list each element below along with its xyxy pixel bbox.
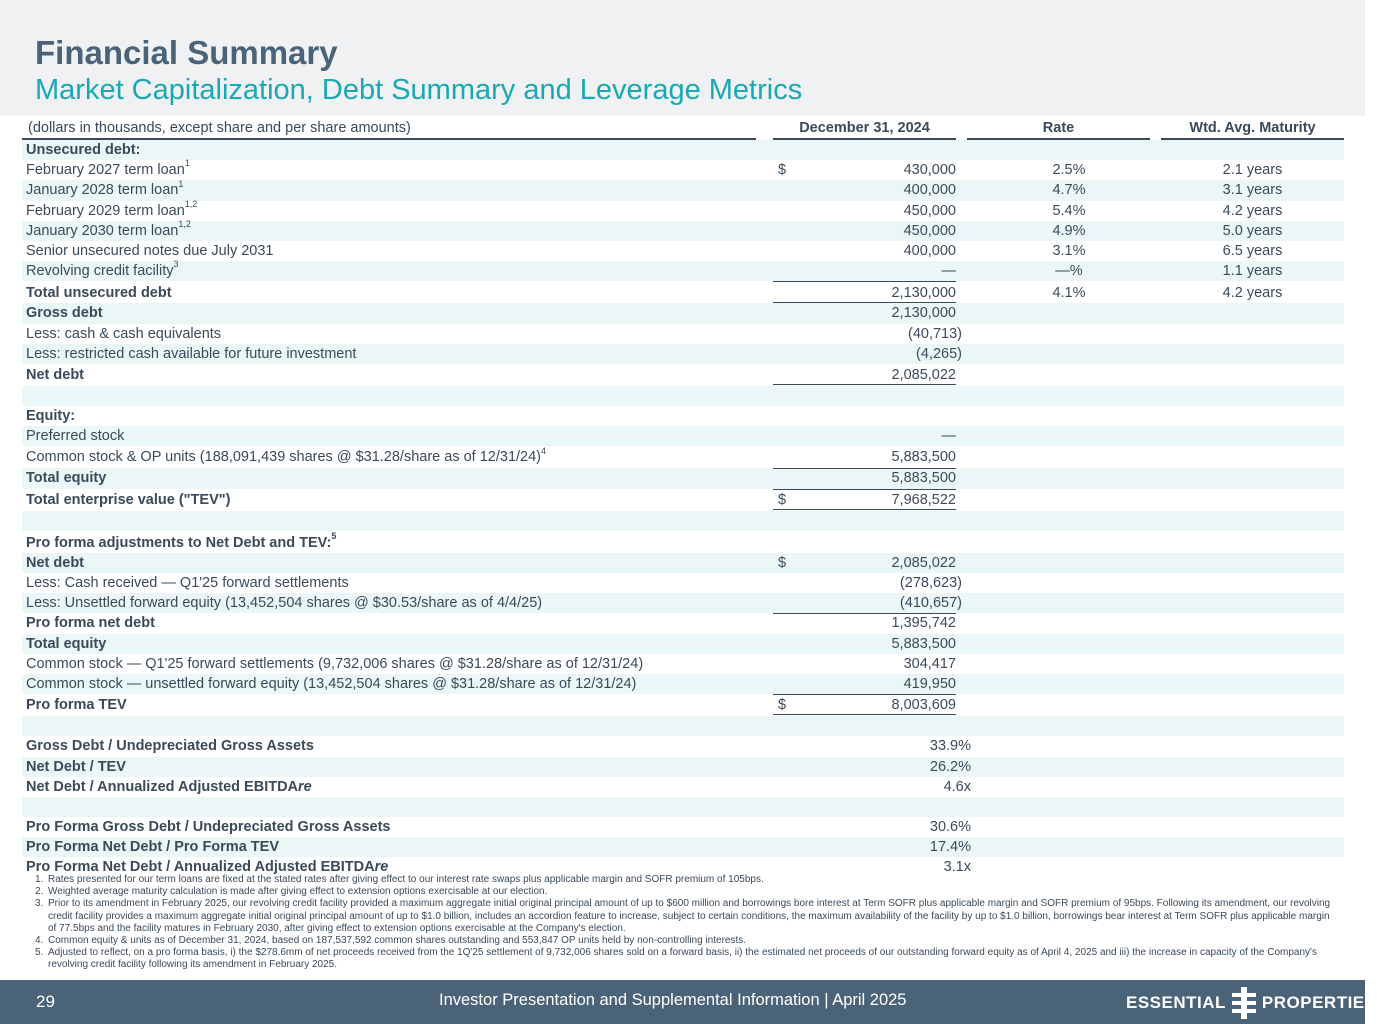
footnote-text: Weighted average maturity calculation is made after giving effect to extension options exercisable at our election.: [48, 886, 548, 898]
rate-value: 5.4%: [1052, 202, 1086, 219]
amount-value: 5,883,500: [891, 635, 956, 652]
total-row: [22, 281, 1344, 303]
footnote: [35, 935, 1335, 947]
amount-value: 7,968,522: [891, 491, 956, 508]
dollar-sign: $: [778, 491, 787, 508]
footnote-text: Adjusted to reflect, on a pro forma basis, i) the $278.6mm of net proceeds received from the 1Q'25 settlement of 9,732,006 shares sold on a forward basis, ii) the estimated net proceeds of our outstanding forward equity as of April 4, 2025 and iii) the increase in capacity of the Company's revolving credit facility following its amendment in February 2025.: [48, 947, 1317, 971]
ratio-label-text: Net Debt / Annualized Adjusted EBITDA: [26, 778, 299, 795]
row-label: Less: Unsettled forward equity (13,452,504 shares @ $30.53/share as of 4/4/25): [26, 595, 543, 612]
ratio-label-text: Pro Forma Net Debt / Pro Forma TEV: [26, 839, 279, 856]
amount-value: 450,000: [903, 222, 956, 239]
ratio-label-suffix: re: [374, 859, 389, 876]
table-row: [22, 303, 1344, 323]
footer-band: [0, 980, 1377, 1024]
table-row: [22, 553, 1344, 573]
rate-value: —%: [1055, 263, 1083, 280]
dollar-sign: $: [778, 162, 787, 179]
spacer-row: [22, 716, 1344, 736]
amount-value: 5,883,500: [891, 449, 956, 466]
amount-value: —: [941, 428, 956, 445]
unsecured-debt-heading: Unsecured debt:: [26, 142, 141, 158]
table-row: [22, 261, 1344, 281]
amount-value: 400,000: [903, 182, 956, 199]
amount-value: 5,883,500: [891, 470, 956, 487]
logo-mark-icon: [1230, 987, 1258, 1019]
total-rule: [773, 384, 956, 385]
amount-value: (410,657): [899, 595, 962, 612]
page-subtitle: Market Capitalization, Debt Summary and Leverage Metrics: [35, 74, 803, 106]
row-label: Total equity: [26, 470, 107, 487]
maturity-value: 3.1 years: [1222, 182, 1283, 199]
table-row: [22, 634, 1344, 654]
amount-value: 419,950: [903, 675, 956, 692]
spacer-row: [22, 386, 1344, 406]
footnote-ref: 5: [331, 530, 337, 541]
row-label: Net debt: [26, 366, 84, 383]
page-number: 29: [36, 992, 55, 1011]
amount-value: 8,003,609: [891, 697, 956, 714]
rate-value: 3.1%: [1052, 242, 1086, 259]
footnote-ref: 1,2: [184, 198, 198, 209]
footnote: [35, 898, 1335, 935]
row-label: Total equity: [26, 635, 107, 652]
row-label: [26, 198, 198, 221]
dollar-sign: $: [778, 697, 787, 714]
footnote-number: 5.: [35, 947, 44, 959]
amount-value: 304,417: [903, 655, 956, 672]
footnote-number: 2.: [35, 886, 44, 898]
ratio-value: 4.6x: [943, 778, 971, 795]
ratio-value: 26.2%: [929, 758, 971, 775]
footnote-ref: 4: [541, 445, 547, 456]
row-label: [26, 757, 126, 777]
footnotes: [35, 874, 1335, 972]
maturity-value: 5.0 years: [1222, 222, 1283, 239]
rate-value: 2.5%: [1052, 162, 1086, 179]
amount-value: 400,000: [903, 242, 956, 259]
footnote-number: 1.: [35, 874, 44, 885]
row-label-text: Revolving credit facility: [26, 263, 174, 280]
ratio-label-text: Pro Forma Gross Debt / Undepreciated Gross Assets: [26, 819, 391, 836]
footnote-text: Rates presented for our term loans are fixed at the stated rates after giving effect to our interest rate swaps plus applicable margin and SOFR premium of 105bps.: [48, 874, 764, 885]
amount-value: 2,085,022: [891, 366, 956, 383]
ratio-row: [22, 736, 1344, 756]
column-header-rate: Rate: [1042, 120, 1075, 136]
amount-value: (40,713): [907, 325, 962, 342]
table-row: [22, 446, 1344, 468]
maturity-value: 6.5 years: [1222, 242, 1283, 259]
amount-value: 1,395,742: [891, 615, 956, 632]
amount-value: 2,130,000: [891, 305, 956, 322]
table-row: [22, 198, 1344, 221]
table-header-row: [22, 118, 1344, 140]
row-label: Total enterprise value ("TEV"): [26, 491, 231, 508]
table-row: [22, 344, 1344, 364]
row-label: Preferred stock: [26, 428, 125, 445]
footnote-ref: 1: [178, 178, 184, 189]
amount-value: (4,265): [916, 345, 962, 362]
page-title: Financial Summary: [35, 34, 338, 71]
row-label: Common stock — Q1'25 forward settlements (9,732,006 shares @ $31.28/share as of 12/31/24): [26, 655, 644, 672]
spacer-row: [22, 797, 1344, 817]
proforma-heading: [26, 531, 336, 555]
table-row: [22, 654, 1344, 674]
table-row: [22, 593, 1344, 613]
amount-value: (278,623): [899, 575, 962, 591]
row-label: [26, 837, 279, 857]
row-label: [26, 777, 312, 797]
spacer-row: [22, 511, 1344, 531]
logo-text-right: PROPERTIES: [1261, 993, 1377, 1012]
ratio-row: [22, 817, 1344, 837]
total-row: [22, 468, 1344, 488]
ratio-label-suffix: re: [298, 778, 312, 795]
column-header-label: (dollars in thousands, except share and per share amounts): [28, 120, 411, 136]
header-band: [0, 0, 1365, 116]
ratio-value: 17.4%: [929, 839, 971, 856]
table-row: [22, 324, 1344, 344]
logo-text-left: ESSENTIAL: [1126, 993, 1226, 1012]
dollar-sign: $: [778, 554, 787, 571]
footnote: [35, 947, 1335, 971]
rate-value: 4.1%: [1052, 285, 1086, 302]
column-header-amount: December 31, 2024: [799, 120, 930, 136]
row-label-text: January 2028 term loan: [26, 182, 179, 199]
total-row: [22, 613, 1344, 633]
ratio-label-text: Gross Debt / Undepreciated Gross Assets: [26, 738, 314, 755]
financial-summary-table: [22, 118, 1344, 878]
footnote-ref: 3: [173, 259, 179, 270]
row-label-text: January 2030 term loan: [26, 222, 179, 239]
row-label-text: February 2029 term loan: [26, 202, 185, 219]
footnote: [35, 874, 1335, 886]
table-row: [22, 573, 1344, 593]
column-header-maturity: Wtd. Avg. Maturity: [1189, 120, 1316, 136]
footnote-ref: 1: [184, 158, 190, 169]
row-label: Pro forma net debt: [26, 615, 155, 632]
table-row: [22, 160, 1344, 180]
row-label: Net debt: [26, 554, 84, 571]
row-label: [26, 180, 183, 200]
equity-heading: Equity:: [26, 408, 76, 425]
row-label: Senior unsecured notes due July 2031: [26, 242, 274, 259]
footnote-ref: 1,2: [178, 218, 191, 229]
row-label: Less: cash & cash equivalents: [26, 325, 222, 342]
maturity-value: 2.1 years: [1222, 162, 1283, 179]
table-row: [22, 218, 1344, 241]
row-label: [26, 160, 190, 180]
maturity-value: 1.1 years: [1222, 263, 1283, 280]
section-header-row: [22, 140, 1344, 160]
total-row: [22, 364, 1344, 386]
footnote-number: 3.: [35, 898, 44, 910]
ratio-row: [22, 837, 1344, 857]
footnote: [35, 886, 1335, 898]
row-label: Less: restricted cash available for future investment: [26, 345, 357, 362]
row-label: [26, 817, 391, 837]
proforma-heading-text: Pro forma adjustments to Net Debt and TEV:: [26, 534, 332, 551]
amount-value: —: [941, 263, 956, 280]
row-label: Less: Cash received — Q1'25 forward settlements: [26, 575, 349, 591]
amount-value: 2,085,022: [891, 554, 956, 571]
amount-value: 2,130,000: [891, 285, 956, 302]
ratio-value: 30.6%: [929, 819, 971, 836]
total-row: [22, 694, 1344, 716]
total-row: [22, 489, 1344, 511]
row-label-text: February 2027 term loan: [26, 162, 185, 179]
row-label: Gross debt: [26, 305, 103, 322]
ratio-row: [22, 757, 1344, 777]
row-label-text: Common stock & OP units (188,091,439 shares @ $31.28/share as of 12/31/24): [26, 449, 541, 466]
amount-value: 430,000: [903, 162, 956, 179]
table-row: [22, 241, 1344, 261]
row-label: [26, 261, 179, 281]
row-label: [26, 736, 314, 756]
footnote-text: Common equity & units as of December 31, 2024, based on 187,537,592 common shares outstanding and 553,847 OP units held by non-controlling interests.: [48, 935, 747, 947]
rate-value: 4.7%: [1052, 182, 1086, 199]
row-label: Total unsecured debt: [26, 285, 172, 302]
row-label: [26, 218, 191, 241]
row-label: [26, 446, 546, 468]
maturity-value: 4.2 years: [1222, 285, 1283, 302]
section-header-row: [22, 531, 1344, 553]
ratio-row: [22, 777, 1344, 797]
company-logo: [1126, 988, 1377, 1018]
rate-value: 4.9%: [1052, 222, 1086, 239]
maturity-value: 4.2 years: [1222, 202, 1283, 219]
table-row: [22, 674, 1344, 694]
footnote-text: Prior to its amendment in February 2025, our revolving credit facility provided a maximum aggregate initial original principal amount of up to $600 million and borrowings bore interest at Term SOFR plus applicable margin and SOFR premium of 95bps. Following its amendment, our revolving credit facility provides a maximum aggregate initial original principal amount of up to $1.0 billion, includes an accordion feature to increase, subject to certain conditions, the maximum availability of the facility by up to $1.0 billion, borrowings bear interest at Term SOFR plus applicable margin of 77.5bps and the facility matures in February 2030, after giving effect to extension options exercisable at the Company's election.: [48, 898, 1331, 934]
ratio-label-text: Pro Forma Net Debt / Annualized Adjusted EBITDA: [26, 859, 375, 876]
ratio-value: 3.1x: [943, 859, 971, 876]
table-row: [22, 180, 1344, 200]
section-header-row: [22, 406, 1344, 426]
table-row: [22, 426, 1344, 446]
row-label: Pro forma TEV: [26, 697, 127, 714]
footer-caption: Investor Presentation and Supplemental Information | April 2025: [439, 991, 907, 1009]
ratio-value: 33.9%: [929, 738, 971, 755]
footnote-number: 4.: [35, 935, 44, 947]
ratio-label-text: Net Debt / TEV: [26, 758, 126, 775]
amount-value: 450,000: [903, 202, 956, 219]
row-label: Common stock — unsettled forward equity (13,452,504 shares @ $31.28/share as of 12/31/24): [26, 675, 637, 692]
